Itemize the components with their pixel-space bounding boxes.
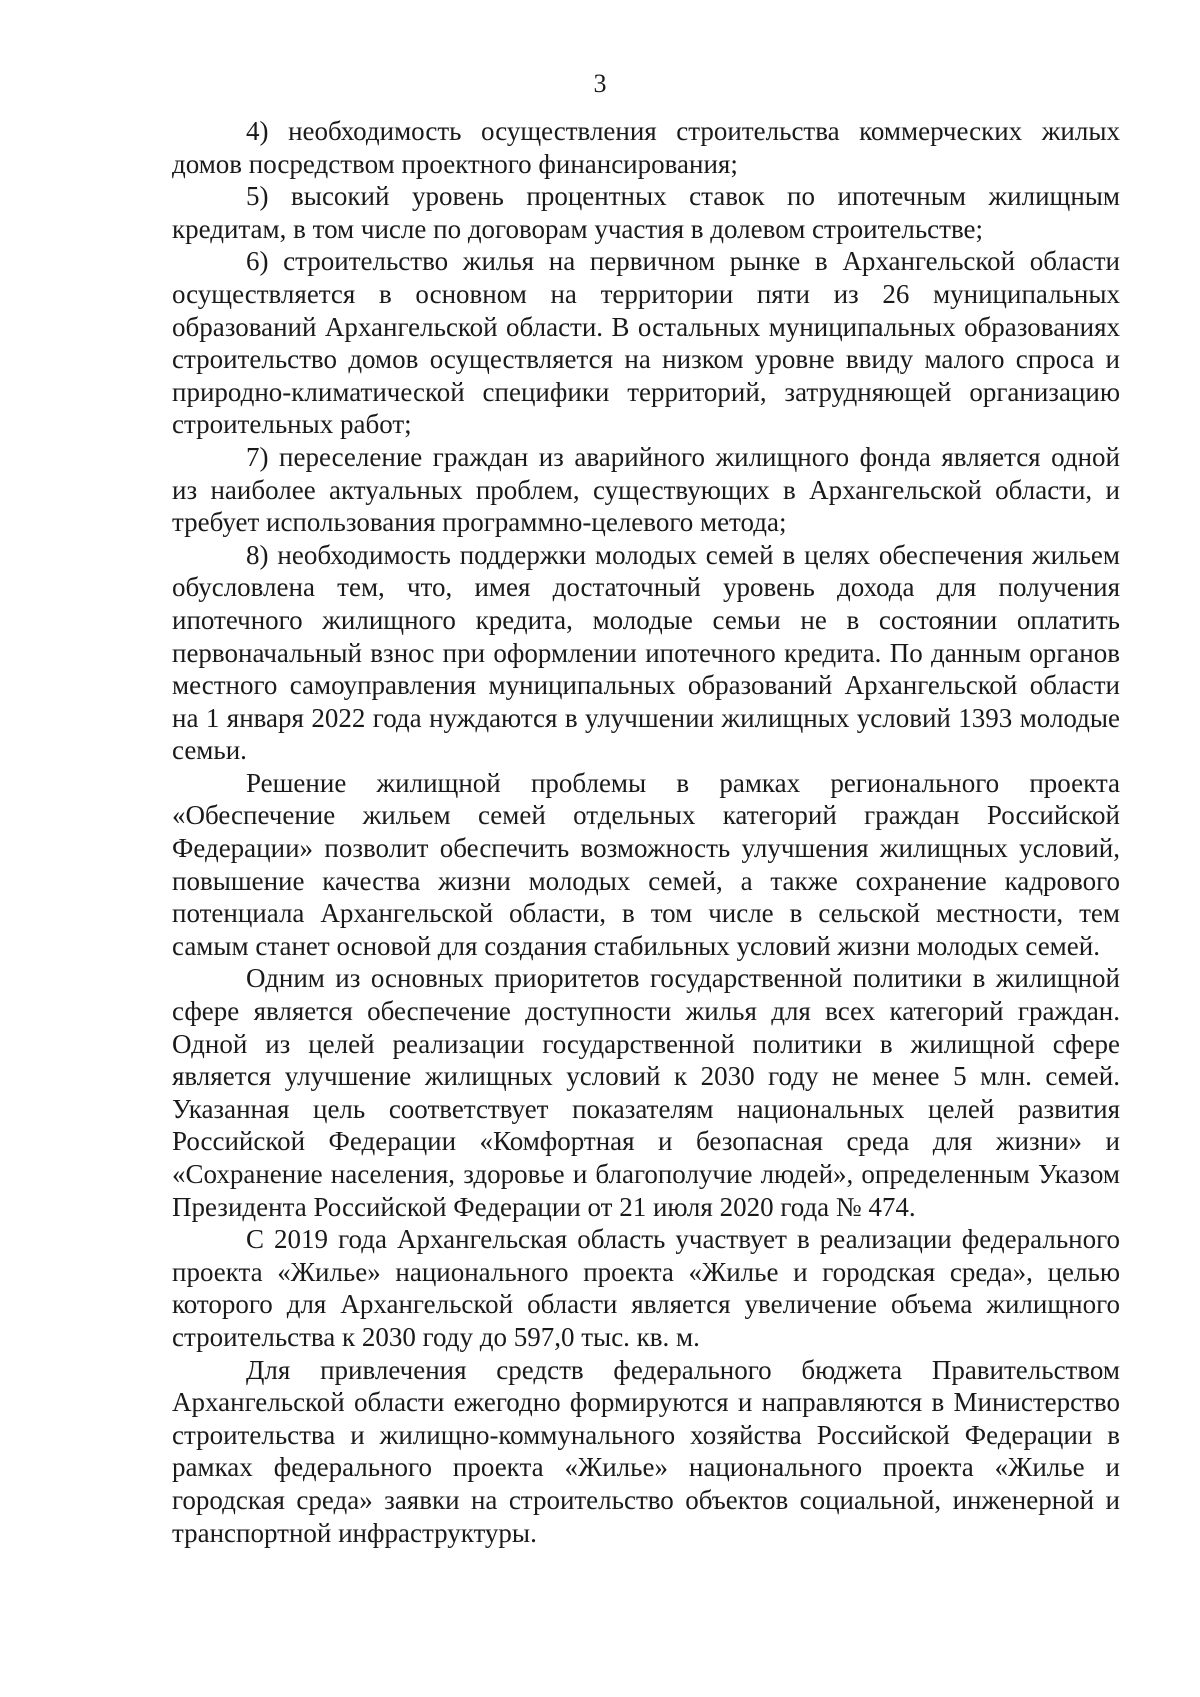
paragraph-housing-policy: Одним из основных приоритетов государственной политики в жилищной сфере является обеспечение доступности жилья для всех категорий граждан. Одной из целей реализации государственной политики в жилищной сфере является улучшение жилищных условий к 2030 году не менее 5 млн. семей. Указанная цель соответствует показателям национальных целей развития Российской Федерации «Комфортная и безопасная среда для жизни» и «Сохранение населения, здоровье и благополучие людей», определенным Указом Президента Российской Федерации от 21 июля 2020 года № 474. [172,963,1120,1222]
paragraph-item-7: 7) переселение граждан из аварийного жилищного фонда является одной из наиболее актуальных проблем, существующих в Архангельской области, и требует использования программно-целевого метода; [172,441,1120,538]
document-body [172,115,1120,1549]
paragraph-federal-project: С 2019 года Архангельская область участвует в реализации федерального проекта «Жилье» национального проекта «Жилье и городская среда», целью которого для Архангельской области является увеличение объема жилищного строительства к 2030 году до 597,0 тыс. кв. м. [172,1224,1120,1352]
paragraph-young-families: Решение жилищной проблемы в рамках регионального проекта «Обеспечение жильем семей отдельных категорий граждан Российской Федерации» позволит обеспечить возможность улучшения жилищных условий, повышение качества жизни молодых семей, а также сохранение кадрового потенциала Архангельской области, в том числе в сельской местности, тем самым станет основой для создания стабильных условий жизни молодых семей. [172,767,1120,961]
paragraph-item-5: 5) высокий уровень процентных ставок по ипотечным жилищным кредитам, в том числе по договорам участия в долевом строительстве; [172,181,1120,244]
paragraph-item-6: 6) строительство жилья на первичном рынке в Архангельской области осуществляется в основном на территории пяти из 26 муниципальных образований Архангельской области. В остальных муниципальных образованиях строительство домов осуществляется на низком уровне ввиду малого спроса и природно-климатической специфики территорий, затрудняющей организацию строительных работ; [172,246,1120,440]
page-number: 3 [593,69,607,98]
paragraph-federal-budget: Для привлечения средств федерального бюджета Правительством Архангельской области ежегодно формируются и направляются в Министерство строительства и жилищно-коммунального хозяйства Российской Федерации в рамках федерального проекта «Жилье» национального проекта «Жилье и городская среда» заявки на строительство объектов социальной, инженерной и транспортной инфраструктуры. [172,1354,1120,1548]
paragraph-item-8: 8) необходимость поддержки молодых семей в целях обеспечения жильем обусловлена тем, что, имея достаточный уровень дохода для получения ипотечного жилищного кредита, молодые семьи не в состоянии оплатить первоначальный взнос при оформлении ипотечного кредита. По данным органов местного самоуправления муниципальных образований Архангельской области на 1 января 2022 года нуждаются в улучшении жилищных условий 1393 молодые семьи. [172,539,1120,766]
paragraph-item-4: 4) необходимость осуществления строительства коммерческих жилых домов посредством проектного финансирования; [172,116,1120,179]
